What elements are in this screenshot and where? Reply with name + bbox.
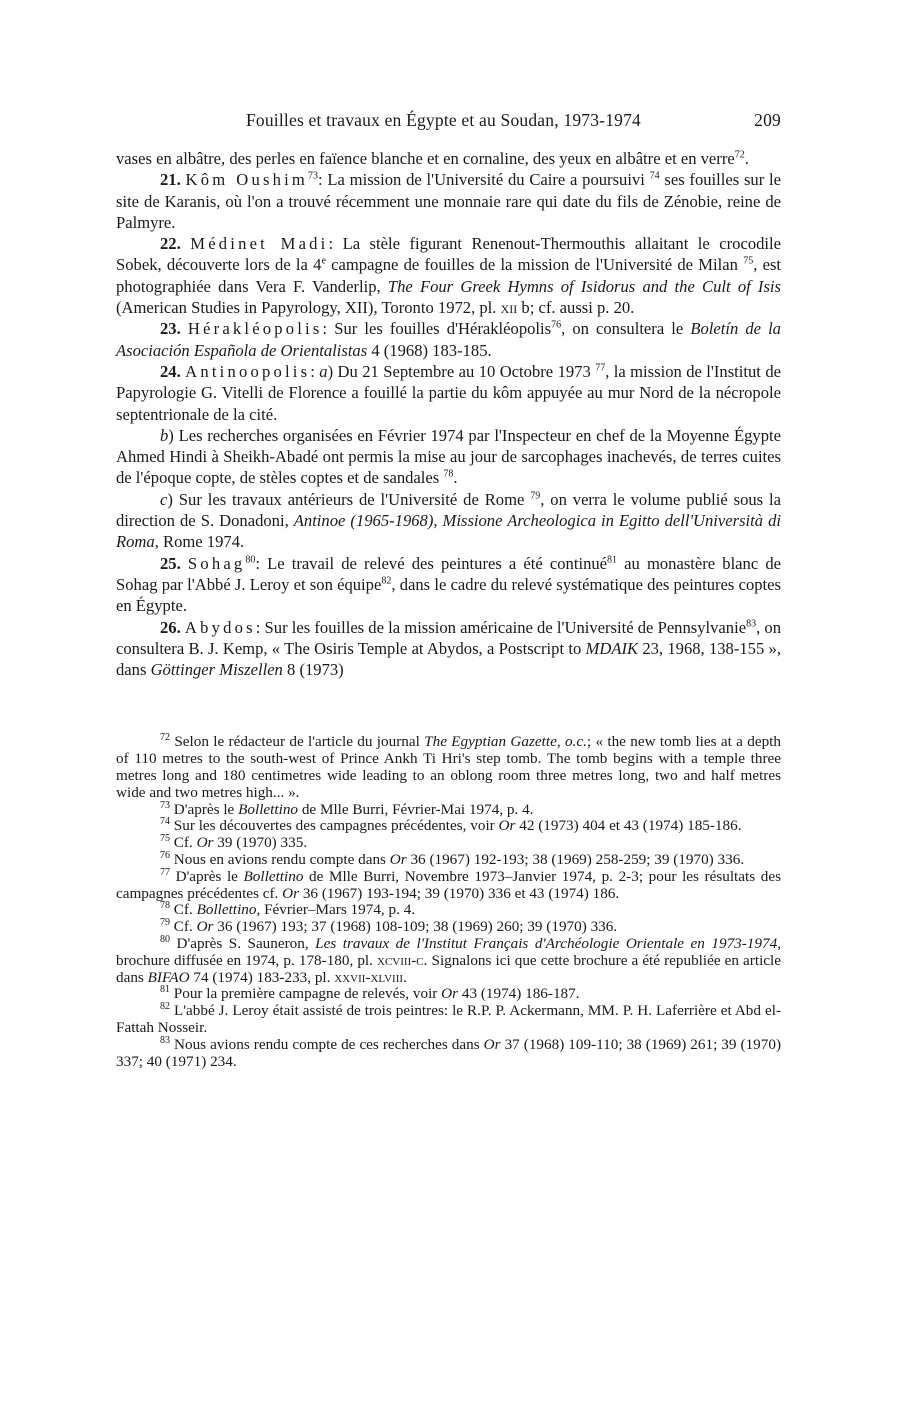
journal-title: Göttinger Miszellen — [150, 660, 283, 680]
footnote-75: $^{75}$ Cf. Or 39 (1970) 335. — [160, 833, 308, 852]
footnote-83: $^{83}$ Nous avions rendu compte de ces recherches dans Or 37 (1968) 109-110; 38 (1969) 261; 39 (1970) 337; 40 (1971) 234. — [116, 1034, 782, 1070]
footnote-82: $^{82}$ L'abbé J. Leroy était assisté de trois peintres: le R.P. P. Ackermann, MM. P. H. Laferrière et Abd el-Fattah Nosseir. — [116, 1001, 781, 1036]
section-number: 25. — [160, 553, 181, 573]
paragraph-22: 22. Médinet Madi: La stèle figurant Renenout-Thermouthis allaitant le crocodile Sobek, découverte lors de la 4e campagne de fouilles de la mission de l'Université de Milan $^{75}$, est photographiée dans Vera F. Vanderlip, The Four Greek Hymns of Isidorus and the Cult of Isis (American Studies in Papyrology, XII), Toronto 1972, pl. xii b; cf. aussi p. 20. — [116, 234, 782, 318]
footnote-78: $^{78}$ Cf. Bollettino, Février–Mars 1974, p. 4. — [160, 900, 416, 919]
paragraph-24c: c) Sur les travaux antérieurs de l'Université de Rome $^{79}$, on verra le volume publié sous la direction de S. Donadoni, Antinoe (1965-1968), Missione Archeologica in Egitto dell'Università di Roma, Rome 1974. — [116, 489, 781, 552]
footnote-ref[interactable]: 75 — [743, 255, 754, 267]
footnote-ref[interactable]: 73 — [308, 170, 319, 182]
paragraph-23: 23. Hérakléopolis: Sur les fouilles d'Hérakléopolis$^{76}$, on consultera le Boletín de la Asociación Española de Orientalistas 4 (1968) 183-185. — [116, 319, 781, 360]
journal-title: Boletín de la Asociación Española de Orientalistas — [116, 319, 781, 360]
site-name: Sohag — [187, 553, 246, 573]
footnote-77: $^{77}$ D'après le Bollettino de Mlle Burri, Novembre 1973–Janvier 1974, p. 2-3; pour les résultats des campagnes précédentes cf. Or 36 (1967) 193-194; 39 (1970) 336 et 43 (1974) 186. — [116, 866, 781, 902]
paragraph-21: 21. Kôm Oushim$^{73}$: La mission de l'Université du Caire a poursuivi $^{74}$ ses fouilles sur le site de Karanis, où l'on a trouvé récemment une monnaie rare qui date du fils de Zénobie, reine de Palmyre. — [116, 170, 781, 232]
section-number: 22. — [160, 234, 181, 254]
site-name: Abydos — [184, 617, 256, 637]
section-number: 26. — [160, 617, 181, 637]
paragraph-26: 26. Abydos: Sur les fouilles de la mission américaine de l'Université de Pennsylvanie$^{83}$, on consultera B. J. Kemp, « The Osiris Temple at Abydos, a Postscript to MDAIK 23, 1968, 138-155 », dans Göttinger Miszellen 8 (1973) — [116, 617, 781, 680]
section-number: 24. — [160, 361, 181, 381]
site-name: Kôm Oushim — [185, 170, 309, 190]
footnote-ref[interactable]: 74 — [649, 170, 660, 182]
footnote-72: $^{72}$ Selon le rédacteur de l'article du journal The Egyptian Gazette, o.c.; « the new tomb lies at a depth of 110 metres to the south-west of Prince Ankh Ti Hri's step tomb. The tomb begins with a temple three metres long and 180 centimetres wide leading to an oblong room three metres long, two and half metres wide and two metres high... ». — [116, 732, 781, 801]
footnote-ref[interactable]: 79 — [530, 490, 541, 502]
footnotes — [116, 734, 781, 1070]
site-name: Antinoopolis — [185, 361, 311, 381]
footnote-ref[interactable]: 78 — [443, 468, 454, 480]
body-text — [116, 148, 781, 680]
footnote-ref[interactable]: 80 — [245, 554, 256, 566]
site-name: Médinet Madi — [190, 234, 329, 254]
paragraph-continuation: vases en albâtre, des perles en faïence blanche et en cornaline, des yeux en albâtre et en verre$^{72}$. — [116, 149, 749, 168]
footnote-ref[interactable]: 72 — [734, 149, 745, 161]
running-head — [116, 110, 781, 131]
footnote-ref[interactable]: 83 — [746, 618, 757, 629]
paragraph-25: 25. Sohag$^{80}$: Le travail de relevé des peintures a été continué$^{81}$ au monastère blanc de Sohag par l'Abbé J. Leroy et son équipe$^{82}$, dans le cadre du relevé systématique des peintures coptes en Égypte. — [116, 553, 782, 616]
paragraph-24: 24. Antinoopolis: a) Du 21 Septembre au 10 Octobre 1973 $^{77}$, la mission de l'Institut de Papyrologie G. Vitelli de Florence a fouillé la partie du kôm appuyée au mur Nord de la nécropole septentrionale de la cité. — [116, 361, 781, 424]
journal-title: MDAIK — [585, 638, 639, 658]
section-number: 23. — [160, 319, 181, 339]
footnote-80: $^{80}$ D'après S. Sauneron, Les travaux de l'Institut Français d'Archéologie Orientale en 1973-1974, brochure diffusée en 1974, p. 178-180, pl. xcviii-c. Signalons ici que cette brochure a été republiée en article dans BIFAO 74 (1974) 183-233, pl. xxvii-xlviii. — [116, 933, 781, 986]
footnote-76: $^{76}$ Nous en avions rendu compte dans Or 36 (1967) 192-193; 38 (1969) 258-259; 39 (1970) 336. — [160, 849, 745, 868]
book-title: The Four Greek Hymns of Isidorus and the Cult of Isis — [387, 276, 781, 296]
footnote-81: $^{81}$ Pour la première campagne de relevés, voir Or 43 (1974) 186-187. — [160, 984, 580, 1003]
running-head-title: Fouilles et travaux en Égypte et au Soudan, 1973-1974 — [245, 110, 642, 130]
section-number: 21. — [160, 170, 181, 190]
footnote-79: $^{79}$ Cf. Or 36 (1967) 193; 37 (1968) 108-109; 38 (1969) 260; 39 (1970) 336. — [160, 917, 618, 936]
footnote-74: $^{74}$ Sur les découvertes des campagnes précédentes, voir Or 42 (1973) 404 et 43 (1974) 185-186. — [160, 816, 742, 835]
footnote-ref[interactable]: 76 — [551, 319, 562, 331]
footnote-73: $^{73}$ D'après le Bollettino de Mlle Burri, Février-Mai 1974, p. 4. — [160, 799, 534, 818]
page-number: 209 — [754, 110, 781, 130]
footnote-ref[interactable]: 77 — [595, 362, 606, 374]
paragraph-24b: b) Les recherches organisées en Février 1974 par l'Inspecteur en chef de la Moyenne Égypte Ahmed Hindi à Sheikh-Abadé ont permis la mise au jour de sarcophages inachevés, de terres cuites de l'époque copte, de stèles coptes et de sandales $^{78}$. — [116, 425, 781, 488]
book-title: Antinoe (1965-1968), Missione Archeologica in Egitto dell'Università di Roma — [116, 511, 781, 552]
footnote-ref[interactable]: 81 — [607, 554, 618, 566]
footnote-ref[interactable]: 82 — [381, 575, 392, 587]
page — [116, 110, 781, 1070]
site-name: Hérakléopolis — [187, 319, 323, 339]
